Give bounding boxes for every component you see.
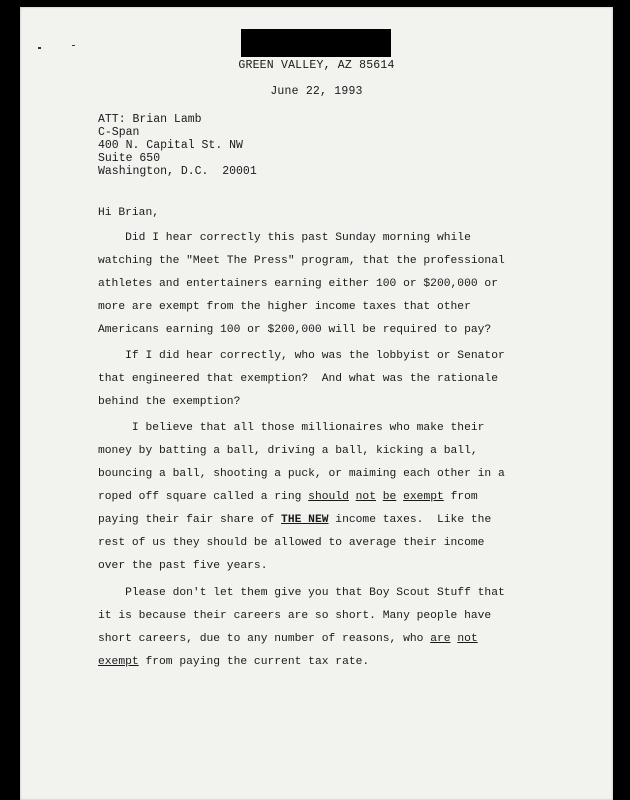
body-line — [98, 656, 369, 668]
body-line: behind the exemption? — [98, 396, 241, 408]
underlined-word-should: should — [308, 491, 349, 503]
body-line: it is because their careers are so short. Many people have — [98, 610, 492, 622]
underlined-word-be: be — [382, 491, 397, 503]
text-run: from paying the current tax rate. — [138, 656, 370, 668]
body-line: athletes and entertainers earning either 100 or $200,000 or — [98, 278, 498, 290]
body-line: I believe that all those millionaires who make their — [98, 422, 485, 434]
salutation: Hi Brian, — [98, 207, 160, 219]
underlined-phrase-the-new: THE NEW — [281, 514, 329, 526]
body-line: Americans earning 100 or $200,000 will be required to pay? — [98, 324, 492, 336]
body-line: Did I hear correctly this past Sunday morning while — [98, 232, 471, 244]
body-line — [98, 633, 478, 645]
letterhead-location: GREEN VALLEY, AZ 85614 — [238, 59, 395, 72]
letter-page — [20, 7, 613, 800]
text-run: from — [443, 491, 478, 503]
recipient-line: C-Span — [98, 126, 140, 139]
recipient-line: Suite 650 — [98, 152, 161, 165]
underlined-word-exempt: exempt — [98, 656, 139, 668]
body-line: money by batting a ball, driving a ball, kicking a ball, — [98, 445, 478, 457]
recipient-address — [98, 113, 257, 178]
text-run: paying their fair share of — [98, 514, 282, 526]
body-line: bouncing a ball, shooting a puck, or maiming each other in a — [98, 468, 505, 480]
body-line: Please don't let them give you that Boy Scout Stuff that — [98, 587, 505, 599]
text-run — [349, 491, 356, 503]
body-line: more are exempt from the higher income taxes that other — [98, 301, 471, 313]
text-run: roped off square called a ring — [98, 491, 309, 503]
underlined-word-exempt: exempt — [403, 491, 444, 503]
body-line: that engineered that exemption? And what was the rationale — [98, 373, 498, 385]
underlined-word-not: not — [355, 491, 376, 503]
body-line: rest of us they should be allowed to average their income — [98, 537, 485, 549]
underlined-word-not: not — [457, 633, 478, 645]
paper-speck — [38, 47, 41, 49]
recipient-line: Washington, D.C. 20001 — [98, 165, 257, 178]
paper-speck — [72, 45, 75, 46]
recipient-line: ATT: Brian Lamb — [98, 113, 202, 126]
body-line — [98, 514, 491, 526]
recipient-line: 400 N. Capital St. NW — [98, 139, 243, 152]
text-run: short careers, due to any number of reasons, who — [98, 633, 431, 645]
body-line: over the past five years. — [98, 560, 268, 572]
body-line: If I did hear correctly, who was the lobbyist or Senator — [98, 350, 505, 362]
letter-date: June 22, 1993 — [270, 85, 363, 98]
underlined-word-are: are — [430, 633, 451, 645]
text-run — [376, 491, 383, 503]
body-line — [98, 491, 478, 503]
body-line: watching the "Meet The Press" program, that the professional — [98, 255, 505, 267]
text-run: income taxes. Like the — [328, 514, 492, 526]
redacted-name-block — [241, 29, 391, 57]
